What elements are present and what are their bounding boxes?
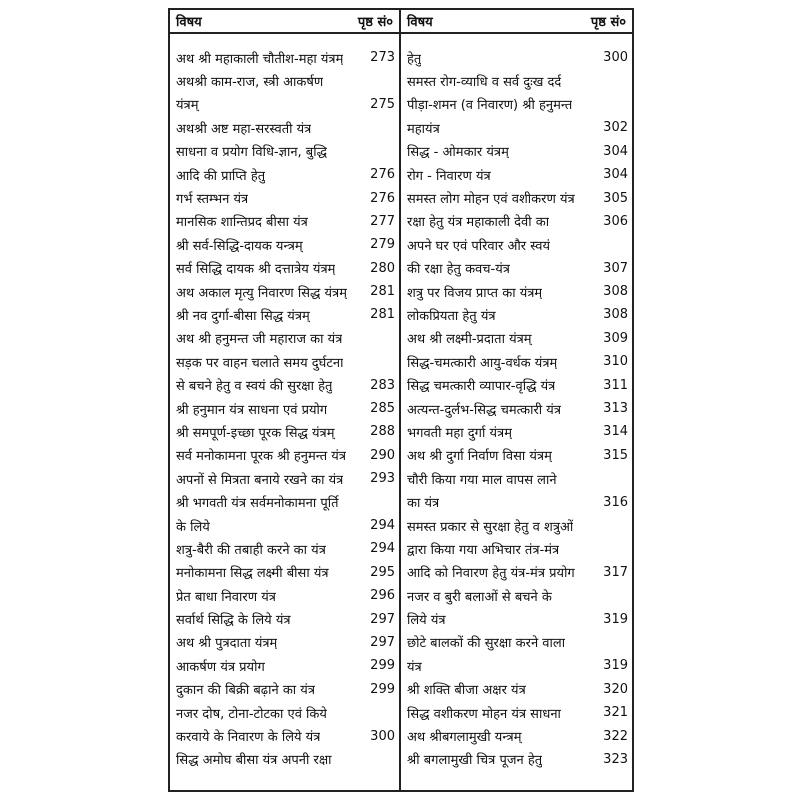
toc-entry [170, 116, 399, 139]
entry-title: भगवती महा दुर्गा यंत्रम् [407, 425, 512, 441]
toc-entry [401, 327, 632, 350]
entry-list-left [170, 46, 399, 771]
entry-title: सिद्ध - ओमकार यंत्रम् [407, 145, 509, 161]
entry-page-number: 300 [370, 728, 395, 744]
toc-entry [170, 654, 399, 677]
entry-title: यंत्र [407, 659, 422, 675]
toc-entry [170, 748, 399, 771]
toc-entry [401, 140, 632, 163]
entry-title: का यंत्र [407, 496, 440, 512]
toc-entry [170, 514, 399, 537]
entry-page-number: 311 [603, 377, 628, 393]
entry-page-number: 314 [603, 424, 628, 440]
entry-title: अथ श्री लक्ष्मी-प्रदाता यंत्रम् [407, 332, 532, 348]
entry-page-number: 317 [603, 564, 628, 580]
entry-page-number: 283 [370, 377, 395, 393]
toc-entry [170, 561, 399, 584]
subject-header: विषय [407, 15, 433, 30]
entry-page-number: 305 [603, 190, 628, 206]
toc-entry [170, 444, 399, 467]
entry-title: रक्षा हेतु यंत्र महाकाली देवी का [407, 215, 550, 231]
entry-title: सिद्ध अमोघ बीसा यंत्र अपनी रक्षा [176, 753, 332, 769]
toc-entry [401, 701, 632, 724]
entry-page-number: 276 [370, 190, 395, 206]
entry-list-right [401, 46, 632, 771]
toc-entry [401, 373, 632, 396]
entry-page-number: 308 [603, 307, 628, 323]
entry-title: समस्त प्रकार से सुरक्षा हेतु व शत्रुओं [407, 519, 574, 535]
entry-page-number: 306 [603, 213, 628, 229]
toc-entry [401, 584, 632, 607]
toc-entry [401, 93, 632, 116]
entry-page-number: 276 [370, 167, 395, 183]
entry-page-number: 315 [603, 447, 628, 463]
entry-page-number: 310 [603, 354, 628, 370]
toc-entry [401, 69, 632, 92]
entry-page-number: 323 [603, 751, 628, 767]
toc-entry [401, 514, 632, 537]
entry-page-number: 288 [370, 424, 395, 440]
entry-title: छोटे बालकों की सुरक्षा करने वाला [407, 636, 566, 652]
entry-page-number: 299 [370, 658, 395, 674]
entry-page-number: 277 [370, 213, 395, 229]
entry-page-number: 313 [603, 401, 628, 417]
entry-page-number: 304 [603, 167, 628, 183]
entry-title: सिद्ध वशीकरण मोहन यंत्र साधना [407, 706, 561, 722]
entry-title: अथश्री अष्ट महा-सरस्वती यंत्र [176, 121, 312, 137]
toc-entry [170, 350, 399, 373]
entry-page-number: 280 [370, 260, 395, 276]
toc-entry [170, 373, 399, 396]
toc-entry [170, 537, 399, 560]
toc-entry [401, 280, 632, 303]
entry-title: अथ श्री दुर्गा निर्वाण विसा यंत्रम् [407, 449, 552, 465]
entry-title: अथ श्रीबगलामुखी यन्त्रम् [407, 730, 522, 746]
entry-title: समस्त लोग मोहन एवं वशीकरण यंत्र [407, 192, 575, 208]
toc-entry [170, 140, 399, 163]
toc-entry [401, 467, 632, 490]
entry-title: मानसिक शान्तिप्रद बीसा यंत्र [176, 215, 308, 231]
entry-title: सर्व मनोकामना पूरक श्री हनुमन्त यंत्र [176, 449, 347, 465]
toc-entry [170, 584, 399, 607]
toc-entry [401, 654, 632, 677]
entry-title: अपनों से मित्रता बनाये रखने का यंत्र [176, 472, 344, 488]
column-header-right [401, 10, 632, 34]
entry-page-number: 320 [603, 681, 628, 697]
entry-page-number: 300 [603, 50, 628, 66]
toc-entry [170, 607, 399, 630]
toc-entry [401, 724, 632, 747]
entry-title: आदि की प्राप्ति हेतु [176, 168, 266, 184]
entry-title: लोकप्रियता हेतु यंत्र [407, 308, 496, 324]
toc-entry [401, 420, 632, 443]
entry-page-number: 297 [370, 634, 395, 650]
contents-column-left [170, 10, 401, 790]
toc-entry [170, 303, 399, 326]
toc-entry [170, 701, 399, 724]
entry-title: शत्रु पर विजय प्राप्त का यंत्रम् [407, 285, 543, 301]
entry-title: साधना व प्रयोग विधि-ज्ञान, बुद्धि [176, 145, 327, 161]
entry-title: आदि को निवारण हेतु यंत्र-मंत्र प्रयोग [407, 566, 575, 582]
entry-page-number: 308 [603, 284, 628, 300]
entry-page-number: 290 [370, 447, 395, 463]
entry-page-number: 321 [603, 705, 628, 721]
entry-title: मनोकामना सिद्ध लक्ष्मी बीसा यंत्र [176, 566, 329, 582]
entry-title: सड़क पर वाहन चलाते समय दुर्घटना [176, 355, 344, 371]
toc-entry [170, 678, 399, 701]
toc-entry [401, 350, 632, 373]
entry-title: महायंत्र [407, 121, 440, 137]
entry-title: सिद्ध-चमत्कारी आयु-वर्धक यंत्रम् [407, 355, 558, 371]
entry-title: श्री बगलामुखी चित्र पूजन हेतु [407, 753, 543, 769]
entry-page-number: 304 [603, 143, 628, 159]
toc-entry [401, 303, 632, 326]
entry-page-number: 299 [370, 681, 395, 697]
toc-entry [401, 748, 632, 771]
toc-entry [401, 257, 632, 280]
entry-title: द्वारा किया गया अभिचार तंत्र-मंत्र [407, 542, 560, 558]
contents-table [168, 8, 634, 792]
toc-entry [170, 420, 399, 443]
entry-page-number: 307 [603, 260, 628, 276]
toc-entry [401, 678, 632, 701]
toc-entry [401, 233, 632, 256]
toc-entry [401, 607, 632, 630]
entry-title: श्री भगवती यंत्र सर्वमनोकामना पूर्ति [176, 496, 339, 512]
entry-title: की रक्षा हेतु कवच-यंत्र [407, 262, 510, 278]
toc-entry [401, 46, 632, 69]
entry-title: शत्रु-बैरी की तबाही करने का यंत्र [176, 542, 326, 558]
book-page [160, 0, 636, 800]
entry-title: अथ श्री पुत्रदाता यंत्रम् [176, 636, 278, 652]
entry-page-number: 294 [370, 541, 395, 557]
toc-entry [170, 631, 399, 654]
entry-page-number: 293 [370, 471, 395, 487]
entry-title: अथ श्री महाकाली चौतीश-महा यंत्रम् [176, 51, 344, 67]
entry-title: श्री नव दुर्गा-बीसा सिद्ध यंत्रम् [176, 308, 310, 324]
entry-title: से बचने हेतु व स्वयं की सुरक्षा हेतु [176, 379, 333, 395]
toc-entry [170, 467, 399, 490]
toc-entry [170, 46, 399, 69]
entry-title: पीड़ा-शमन (व निवारण) श्री हनुमन्त [407, 98, 573, 114]
entry-page-number: 295 [370, 564, 395, 580]
entry-title: हेतु [407, 51, 422, 67]
entry-title: श्री हनुमान यंत्र साधना एवं प्रयोग [176, 402, 328, 418]
entry-title: श्री सर्व-सिद्धि-दायक यन्त्रम् [176, 238, 303, 254]
entry-page-number: 273 [370, 50, 395, 66]
entry-title: अथ श्री हनुमन्त जी महाराज का यंत्र [176, 332, 343, 348]
entry-title: श्री शक्ति बीजा अक्षर यंत्र [407, 683, 526, 699]
toc-entry [170, 186, 399, 209]
entry-title: श्री समपूर्ण-इच्छा पूरक सिद्ध यंत्रम् [176, 425, 335, 441]
toc-entry [401, 397, 632, 420]
entry-title: गर्भ स्तम्भन यंत्र [176, 192, 249, 208]
entry-title: के लिये [176, 519, 210, 535]
entry-title: सिद्ध चमत्कारी व्यापार-वृद्धि यंत्र [407, 379, 556, 395]
toc-entry [401, 490, 632, 513]
entry-title: लिये यंत्र [407, 613, 446, 629]
entry-title: करवाये के निवारण के लिये यंत्र [176, 730, 321, 746]
entry-title: अथ अकाल मृत्यु निवारण सिद्ध यंत्रम् [176, 285, 348, 301]
entry-page-number: 309 [603, 330, 628, 346]
entry-title: सर्व सिद्धि दायक श्री दत्तात्रेय यंत्रम् [176, 262, 336, 278]
entry-title: समस्त रोग-व्याधि व सर्व दुःख दर्द [407, 75, 562, 91]
page-number-header: पृष्ठ सं० [590, 15, 626, 30]
toc-entry [170, 233, 399, 256]
toc-entry [170, 163, 399, 186]
toc-entry [170, 93, 399, 116]
toc-entry [401, 631, 632, 654]
entry-title: रोग - निवारण यंत्र [407, 168, 491, 184]
entry-page-number: 279 [370, 237, 395, 253]
toc-entry [401, 210, 632, 233]
entry-page-number: 281 [370, 284, 395, 300]
entry-page-number: 316 [603, 494, 628, 510]
entry-page-number: 275 [370, 96, 395, 112]
toc-entry [401, 537, 632, 560]
entry-page-number: 297 [370, 611, 395, 627]
toc-entry [170, 210, 399, 233]
toc-entry [170, 69, 399, 92]
contents-column-right [401, 10, 632, 790]
entry-page-number: 294 [370, 518, 395, 533]
entry-page-number: 319 [603, 611, 628, 627]
toc-entry [170, 280, 399, 303]
toc-entry [170, 257, 399, 280]
entry-title: सर्वार्थ सिद्धि के लिये यंत्र [176, 613, 291, 629]
toc-entry [401, 561, 632, 584]
entry-page-number: 281 [370, 307, 395, 323]
column-header-left [170, 10, 399, 34]
entry-page-number: 322 [603, 728, 628, 744]
subject-header: विषय [176, 15, 202, 30]
entry-title: चौरी किया गया माल वापस लाने [407, 472, 557, 488]
toc-entry [170, 327, 399, 350]
toc-entry [401, 444, 632, 467]
entry-title: प्रेत बाधा निवारण यंत्र [176, 589, 276, 605]
entry-page-number: 302 [603, 120, 628, 136]
entry-title: अपने घर एवं परिवार और स्वयं [407, 238, 551, 254]
entry-page-number: 296 [370, 588, 395, 604]
entry-title: दुकान की बिक्री बढ़ाने का यंत्र [176, 683, 316, 699]
toc-entry [170, 490, 399, 513]
toc-entry [170, 397, 399, 420]
entry-page-number: 319 [603, 658, 628, 674]
entry-title: अत्यन्त-दुर्लभ-सिद्ध चमत्कारी यंत्र [407, 402, 561, 418]
toc-entry [401, 186, 632, 209]
page-number-header: पृष्ठ सं० [357, 15, 393, 30]
toc-entry [401, 116, 632, 139]
entry-title: नजर व बुरी बलाओं से बचने के [407, 589, 552, 605]
entry-title: आकर्षण यंत्र प्रयोग [176, 659, 265, 675]
entry-title: यंत्रम् [176, 98, 199, 114]
entry-page-number: 285 [370, 401, 395, 417]
toc-entry [401, 163, 632, 186]
entry-title: अथश्री काम-राज, स्त्री आकर्षण [176, 75, 324, 91]
entry-title: नजर दोष, टोना-टोटका एवं किये [176, 706, 327, 722]
toc-entry [170, 724, 399, 747]
